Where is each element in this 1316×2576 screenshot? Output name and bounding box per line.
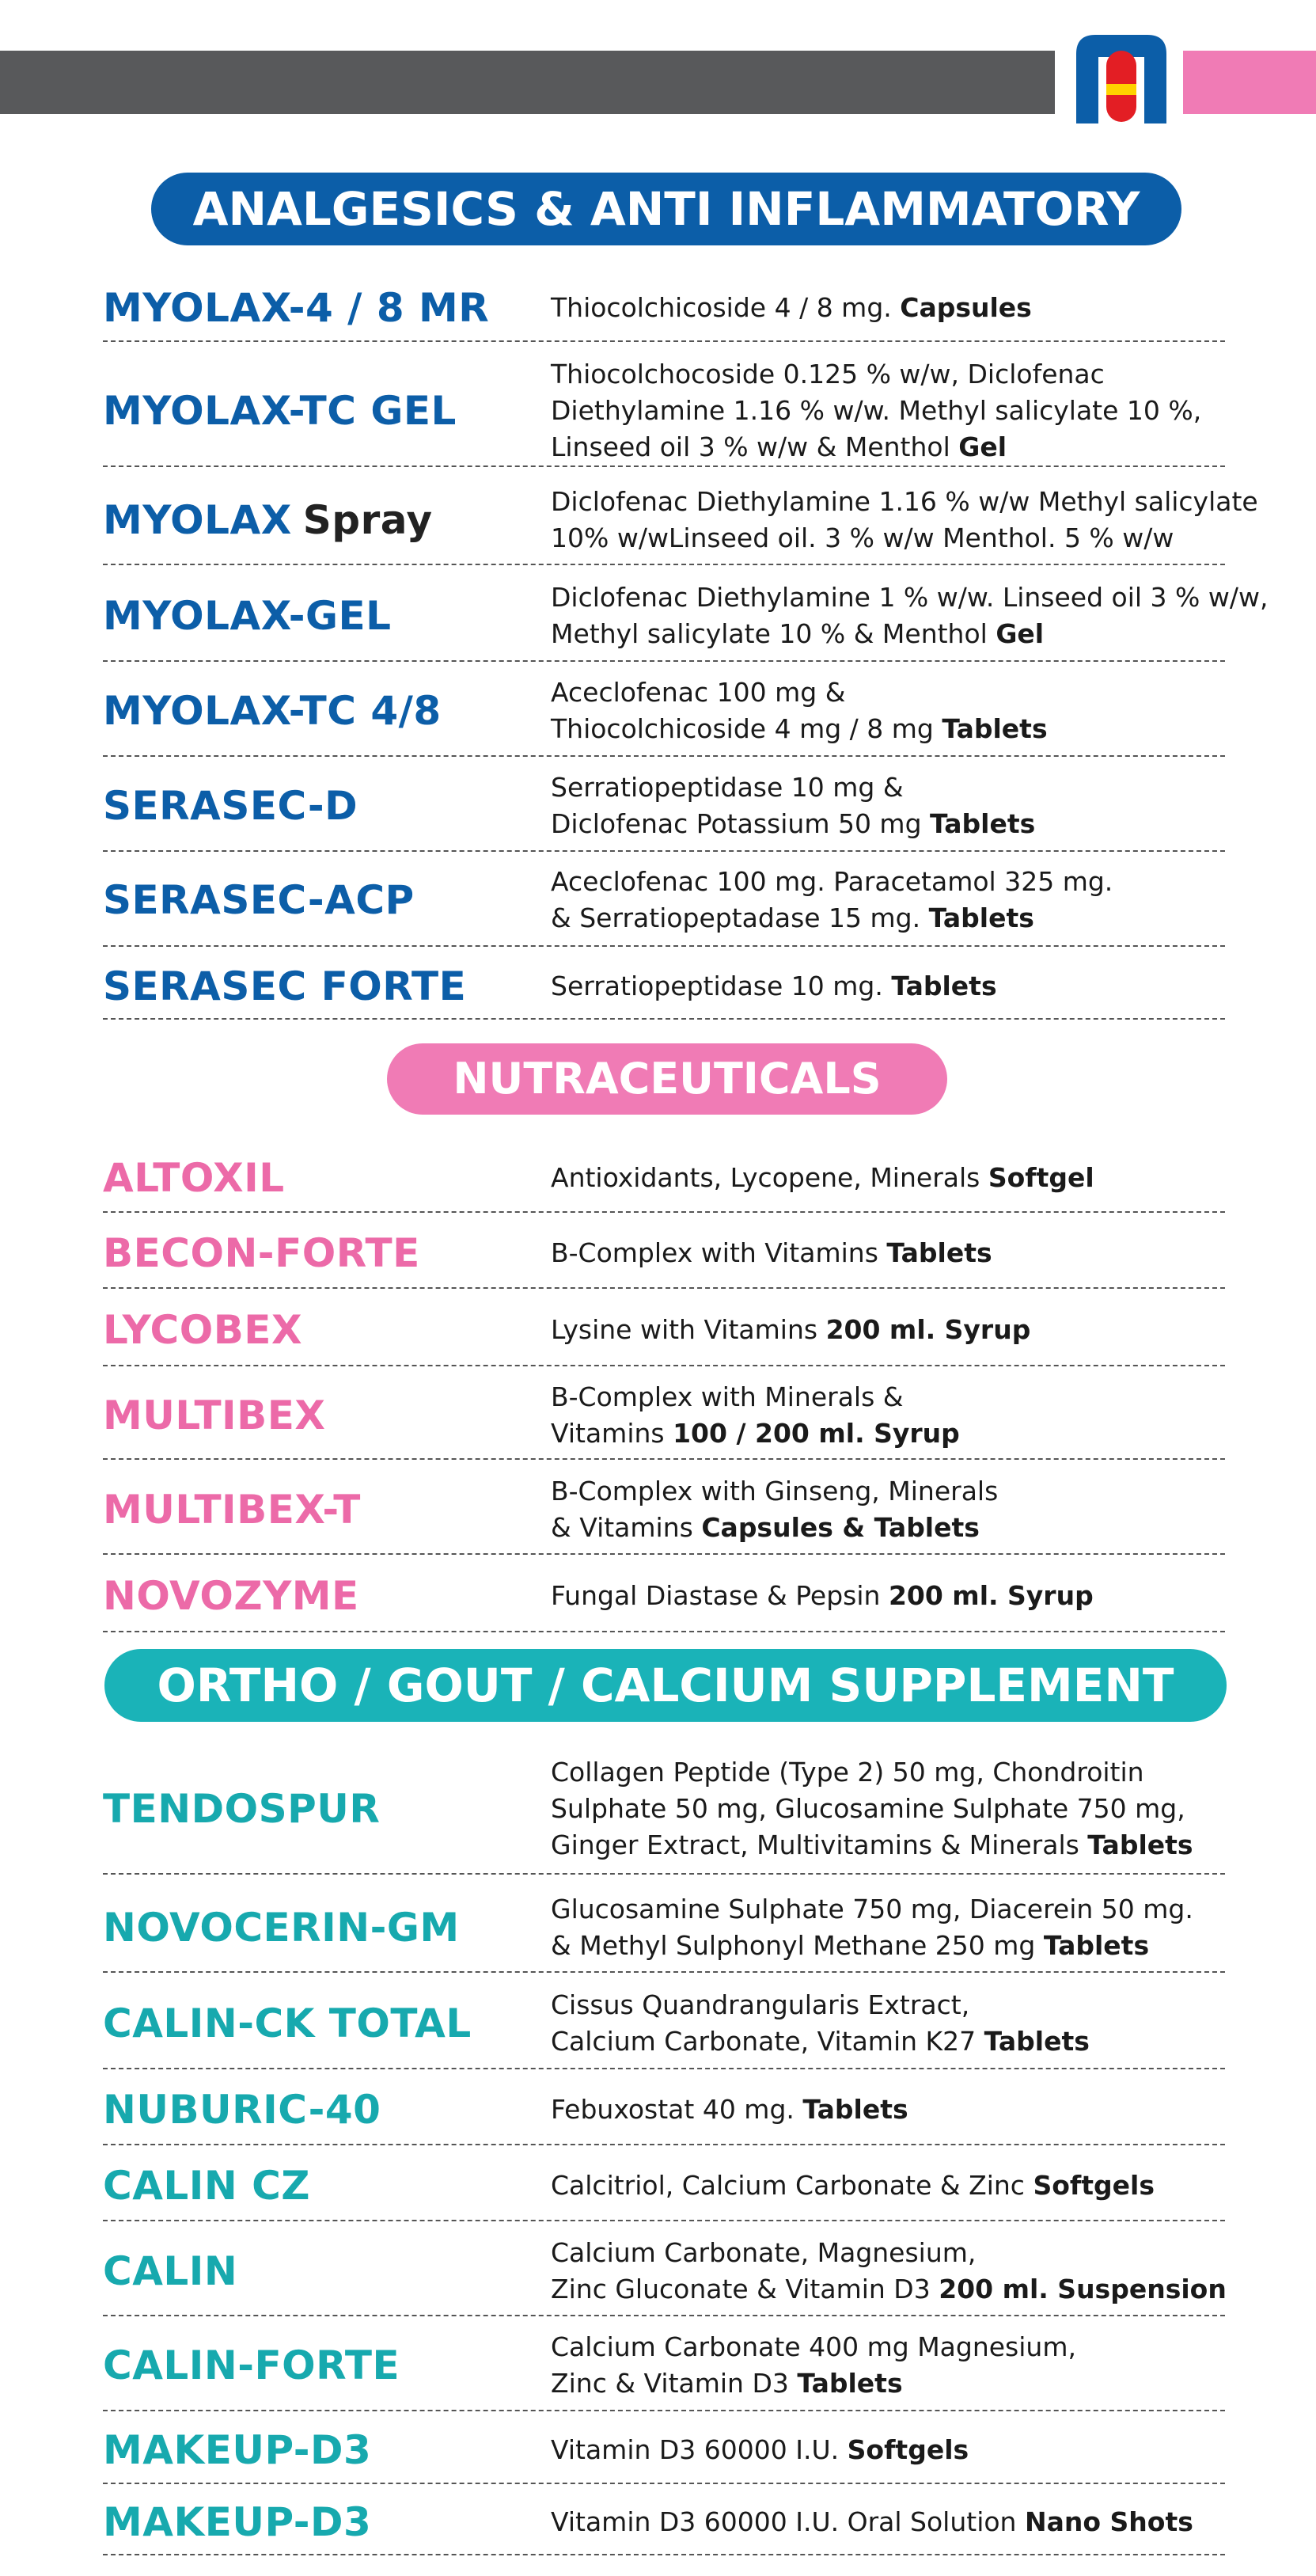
product-row <box>103 2076 1225 2145</box>
product-name-text: MULTIBEX-T <box>103 1487 361 1533</box>
composition-line <box>551 864 1225 900</box>
composition-line <box>551 1473 1225 1510</box>
product-name <box>103 667 546 755</box>
product-name-text: NOVOZYME <box>103 1573 359 1619</box>
dosage-form: Nano Shots <box>1024 2506 1193 2537</box>
composition-text: Thiocolchicoside 4 / 8 mg. <box>551 292 901 323</box>
product-name <box>103 2152 546 2220</box>
product-row <box>103 572 1269 662</box>
composition-text: B-Complex with Minerals & <box>551 1381 904 1412</box>
product-name <box>103 1219 546 1287</box>
product-name-text: MYOLAX-GEL <box>103 593 392 639</box>
dosage-form: Tablets <box>802 2094 908 2125</box>
product-name-text: MYOLAX <box>103 497 292 543</box>
composition-text: & Methyl Sulphonyl Methane 250 mg <box>551 1930 1044 1961</box>
composition-text: Cissus Quandrangularis Extract, <box>551 1989 970 2020</box>
header-pink-bar <box>1183 51 1316 114</box>
composition-text: Serratiopeptidase 10 mg. <box>551 971 892 1001</box>
product-name-text: NUBURIC-40 <box>103 2087 381 2133</box>
dosage-form: Gel <box>958 431 1007 462</box>
composition-line <box>551 2329 1225 2365</box>
composition-line <box>551 1235 1225 1271</box>
composition-text: & Serratiopeptadase 15 mg. <box>551 902 929 933</box>
product-composition <box>551 855 1225 945</box>
section-title-ortho: ORTHO / GOUT / CALCIUM SUPPLEMENT <box>104 1649 1227 1722</box>
product-row <box>103 1295 1225 1366</box>
product-name <box>103 275 546 340</box>
product-name <box>103 1561 546 1631</box>
composition-line <box>551 1160 1225 1196</box>
composition-text: Aceclofenac 100 mg. Paracetamol 325 mg. <box>551 866 1113 897</box>
dosage-form: Tablets <box>891 971 997 1001</box>
product-composition <box>551 1295 1225 1365</box>
composition-line <box>551 711 1225 747</box>
composition-text: Methyl salicylate 10 % & Menthol <box>551 618 996 649</box>
product-name <box>103 356 546 465</box>
composition-line <box>551 2023 1225 2060</box>
dosage-form: Tablets <box>1087 1829 1193 1860</box>
product-row <box>103 477 1258 565</box>
product-composition <box>551 1979 1225 2068</box>
composition-text: Thiocolchocoside 0.125 % w/w, Diclofenac <box>551 359 1105 389</box>
product-composition <box>551 1884 1225 1971</box>
composition-text: Antioxidants, Lycopene, Minerals <box>551 1162 988 1193</box>
composition-line <box>551 579 1269 616</box>
composition-line <box>551 484 1258 520</box>
product-name-text: MULTIBEX <box>103 1392 326 1438</box>
composition-line <box>551 2271 1225 2308</box>
composition-text: Calcium Carbonate 400 mg Magnesium, <box>551 2331 1076 2362</box>
dosage-form: 100 / 200 ml. Syrup <box>673 1418 960 1449</box>
composition-line <box>551 1827 1225 1864</box>
composition-line <box>551 674 1225 711</box>
product-name-text: NOVOCERIN-GM <box>103 1905 460 1951</box>
product-name-text: MAKEUP-D3 <box>103 2427 372 2473</box>
product-composition <box>551 1745 1225 1873</box>
product-name <box>103 855 546 945</box>
product-name-text: CALIN <box>103 2248 238 2294</box>
product-row <box>103 2152 1225 2221</box>
composition-text: Diethylamine 1.16 % w/w. Methyl salicylate 10 %, <box>551 395 1202 426</box>
composition-text: 10% w/wLinseed oil. 3 % w/w Menthol. 5 % w/w <box>551 522 1174 553</box>
section-title-nutraceuticals: NUTRACEUTICALS <box>387 1043 947 1115</box>
composition-text: Thiocolchicoside 4 mg / 8 mg <box>551 713 942 744</box>
dosage-form: 200 ml. Syrup <box>825 1314 1031 1345</box>
dosage-form: Capsules <box>900 292 1032 323</box>
product-name-text: MYOLAX-TC GEL <box>103 388 457 434</box>
product-composition <box>551 762 1225 850</box>
product-name-text: MYOLAX-4 / 8 MR <box>103 285 490 331</box>
product-composition <box>551 1219 1225 1287</box>
product-row <box>103 667 1225 757</box>
dosage-form: Tablets <box>928 902 1034 933</box>
composition-text: Vitamins <box>551 1418 673 1449</box>
composition-text: & Vitamins <box>551 1512 702 1543</box>
composition-line <box>551 2504 1225 2540</box>
product-name-text: ALTOXIL <box>103 1155 285 1201</box>
product-name <box>103 2228 546 2315</box>
product-row <box>103 1145 1225 1213</box>
dosage-form: 200 ml. Suspension <box>939 2274 1227 2304</box>
composition-line <box>551 2432 1225 2468</box>
composition-text: Diclofenac Diethylamine 1 % w/w. Linseed oil 3 % w/w, <box>551 582 1269 613</box>
dosage-form: Softgels <box>847 2434 969 2465</box>
product-row <box>103 1884 1225 1973</box>
dosage-form: Tablets <box>930 808 1036 839</box>
product-composition <box>551 1145 1225 1211</box>
composition-line <box>551 1891 1225 1928</box>
product-composition <box>551 477 1258 564</box>
product-row <box>103 1219 1225 1289</box>
composition-line <box>551 1928 1225 1964</box>
product-composition <box>551 2228 1225 2315</box>
composition-line <box>551 806 1225 842</box>
product-name <box>103 2321 546 2410</box>
composition-line <box>551 968 1225 1005</box>
product-name <box>103 762 546 850</box>
product-composition <box>551 356 1225 465</box>
product-row <box>103 1466 1225 1555</box>
section-title-analgesics: ANALGESICS & ANTI INFLAMMATORY <box>151 173 1181 245</box>
composition-line <box>551 1791 1225 1827</box>
product-name <box>103 1745 546 1873</box>
composition-text: Vitamin D3 60000 I.U. <box>551 2434 848 2465</box>
dosage-form: Tablets <box>1043 1930 1150 1961</box>
composition-line <box>551 429 1225 465</box>
product-name <box>103 1466 546 1553</box>
product-row <box>103 955 1225 1020</box>
composition-text: Calcitriol, Calcium Carbonate & Zinc <box>551 2170 1033 2201</box>
composition-text: Sulphate 50 mg, Glucosamine Sulphate 750 mg, <box>551 1793 1185 1824</box>
product-row <box>103 1561 1225 1632</box>
product-composition <box>551 2152 1225 2220</box>
composition-text: Zinc & Vitamin D3 <box>551 2368 798 2399</box>
composition-line <box>551 1379 1225 1415</box>
product-row <box>103 275 1225 342</box>
product-row <box>103 1745 1225 1875</box>
composition-text: Glucosamine Sulphate 750 mg, Diacerein 50 mg. <box>551 1894 1193 1924</box>
dosage-form: Softgels <box>1033 2170 1155 2201</box>
product-composition <box>551 1373 1225 1458</box>
product-name-text: LYCOBEX <box>103 1307 303 1353</box>
product-name-text: SERASEC-D <box>103 783 358 829</box>
composition-text: Lysine with Vitamins <box>551 1314 826 1345</box>
product-name <box>103 1884 546 1971</box>
product-name <box>103 2076 546 2144</box>
product-row <box>103 762 1225 852</box>
dosage-form: Softgel <box>988 1162 1094 1193</box>
product-name-text: CALIN-CK TOTAL <box>103 2000 472 2046</box>
product-name <box>103 955 546 1018</box>
product-row <box>103 2491 1225 2555</box>
dosage-form: 200 ml. Syrup <box>888 1580 1094 1611</box>
composition-line <box>551 2168 1225 2204</box>
composition-line <box>551 290 1225 326</box>
composition-text: Linseed oil 3 % w/w & Menthol <box>551 431 959 462</box>
composition-text: Fungal Diastase & Pepsin <box>551 1580 889 1611</box>
product-name-text: CALIN-FORTE <box>103 2342 400 2388</box>
product-composition <box>551 2321 1225 2410</box>
composition-text: Diclofenac Diethylamine 1.16 % w/w Methyl salicylate <box>551 486 1258 517</box>
product-row <box>103 356 1225 467</box>
product-composition <box>551 2076 1225 2144</box>
composition-text: Vitamin D3 60000 I.U. Oral Solution <box>551 2506 1025 2537</box>
composition-line <box>551 2092 1225 2128</box>
composition-text: B-Complex with Vitamins <box>551 1237 887 1268</box>
product-name <box>103 572 546 660</box>
header-dark-bar <box>0 51 1055 114</box>
composition-line <box>551 900 1225 937</box>
product-composition <box>551 667 1225 755</box>
product-name-text: MAKEUP-D3 <box>103 2499 372 2545</box>
composition-text: Zinc Gluconate & Vitamin D3 <box>551 2274 939 2304</box>
capsule-n-logo-icon <box>1076 35 1166 123</box>
product-name <box>103 2418 546 2483</box>
dosage-form: Capsules & Tablets <box>701 1512 980 1543</box>
composition-line <box>551 1510 1225 1546</box>
product-composition <box>551 275 1225 340</box>
composition-line <box>551 2235 1225 2271</box>
product-composition <box>551 955 1225 1018</box>
dosage-form: Tablets <box>886 1237 992 1268</box>
product-name <box>103 2491 546 2554</box>
product-name-text: SERASEC FORTE <box>103 963 467 1009</box>
composition-line <box>551 1987 1225 2023</box>
dosage-form: Tablets <box>942 713 1048 744</box>
dosage-form: Tablets <box>797 2368 903 2399</box>
composition-line <box>551 1415 1225 1452</box>
product-composition <box>551 1466 1225 1553</box>
product-row <box>103 1979 1225 2069</box>
product-composition <box>551 2491 1225 2554</box>
product-row <box>103 2418 1225 2484</box>
composition-line <box>551 1312 1225 1348</box>
composition-line <box>551 520 1225 557</box>
composition-line <box>551 1578 1225 1614</box>
composition-text: Calcium Carbonate, Magnesium, <box>551 2237 977 2268</box>
composition-text: B-Complex with Ginseng, Minerals <box>551 1476 999 1506</box>
product-composition <box>551 1561 1225 1631</box>
product-name <box>103 477 546 564</box>
product-row <box>103 855 1225 947</box>
product-composition <box>551 2418 1225 2483</box>
product-name-text: MYOLAX-TC 4/8 <box>103 688 442 734</box>
product-name <box>103 1295 546 1365</box>
composition-line <box>551 2365 1225 2402</box>
composition-line <box>551 769 1225 806</box>
product-name-text: SERASEC-ACP <box>103 877 415 923</box>
dosage-form: Gel <box>996 618 1045 649</box>
product-composition <box>551 572 1269 660</box>
composition-line <box>551 356 1225 393</box>
product-row <box>103 2228 1225 2316</box>
composition-line <box>551 1754 1225 1791</box>
composition-text: Serratiopeptidase 10 mg & <box>551 772 904 803</box>
composition-text: Diclofenac Potassium 50 mg <box>551 808 931 839</box>
product-row <box>103 2321 1225 2411</box>
composition-text: Aceclofenac 100 mg & <box>551 677 846 708</box>
product-row <box>103 1373 1225 1460</box>
product-name-text: TENDOSPUR <box>103 1786 381 1832</box>
product-name <box>103 1979 546 2068</box>
product-name-text: CALIN CZ <box>103 2163 311 2209</box>
composition-line <box>551 393 1225 429</box>
composition-text: Febuxostat 40 mg. <box>551 2094 803 2125</box>
composition-line <box>551 616 1225 652</box>
product-name <box>103 1373 546 1458</box>
product-name <box>103 1145 546 1211</box>
composition-text: Ginger Extract, Multivitamins & Minerals <box>551 1829 1088 1860</box>
composition-text: Calcium Carbonate, Vitamin K27 <box>551 2026 984 2057</box>
composition-text: Collagen Peptide (Type 2) 50 mg, Chondroitin <box>551 1757 1144 1788</box>
dosage-form: Tablets <box>984 2026 1090 2057</box>
product-name-text: BECON-FORTE <box>103 1230 420 1276</box>
product-name-suffix: Spray <box>302 497 433 543</box>
